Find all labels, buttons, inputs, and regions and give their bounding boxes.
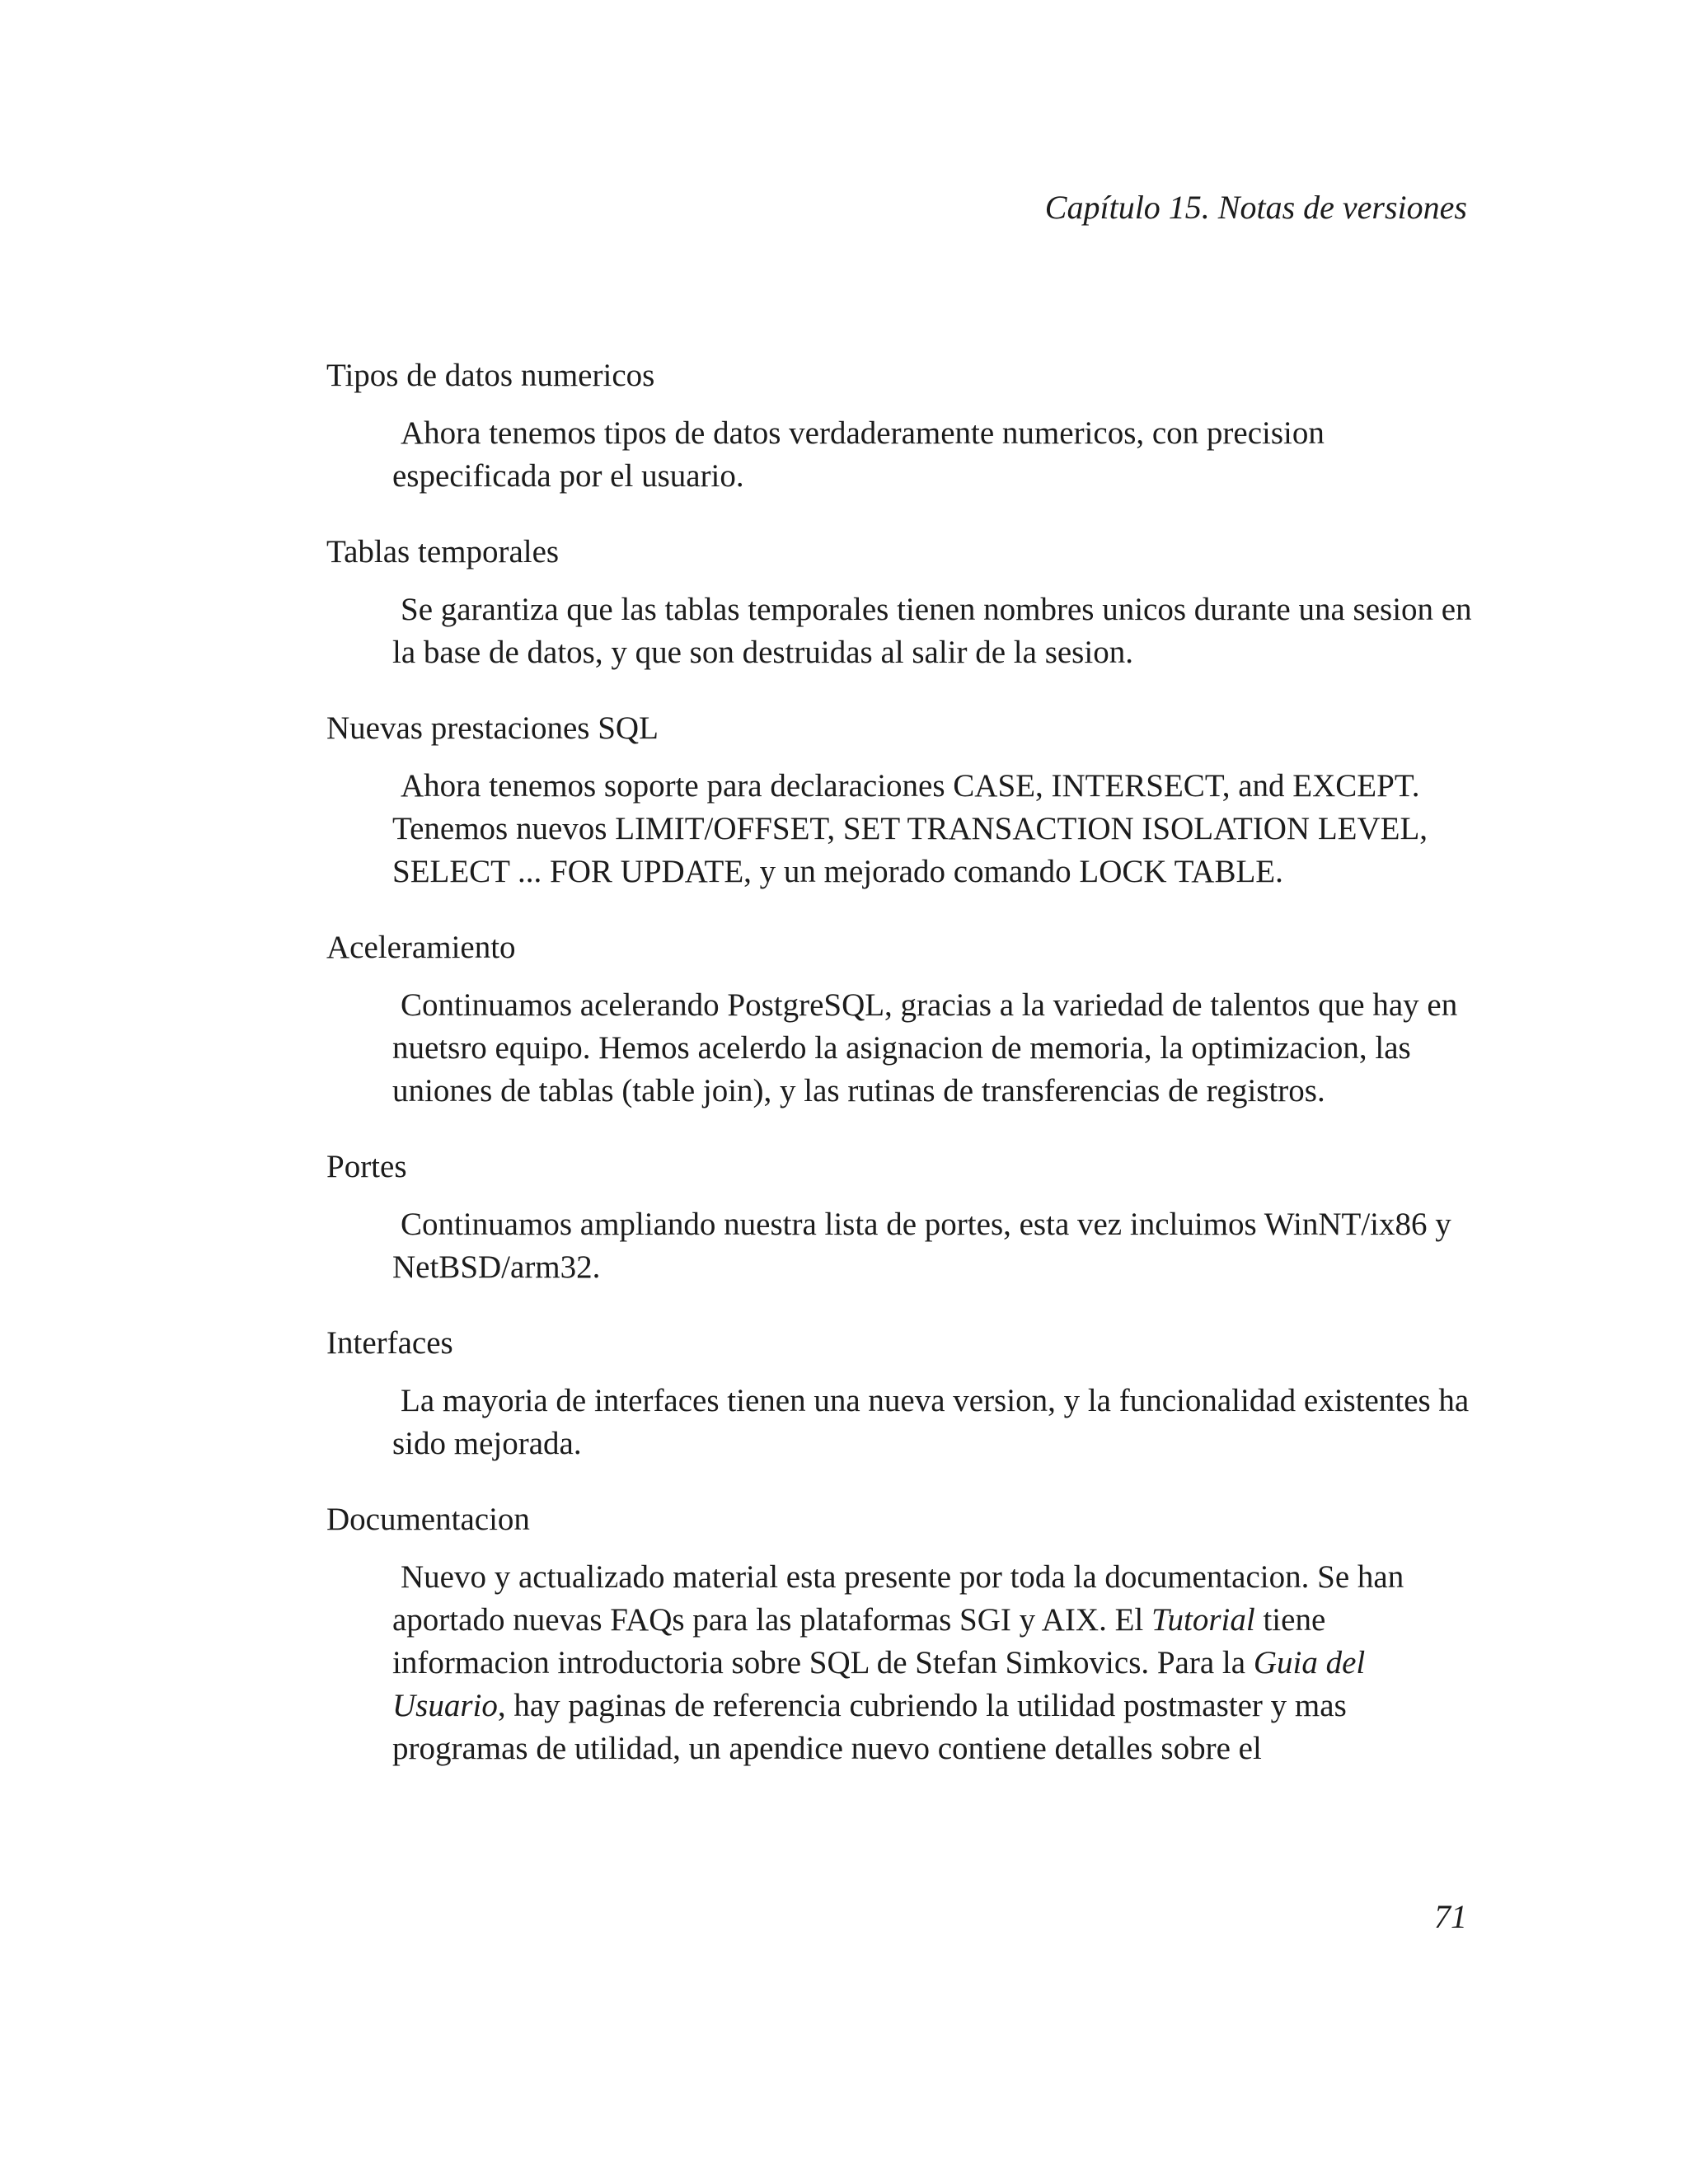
entry-term: Tablas temporales (326, 534, 560, 569)
running-header: Capítulo 15. Notas de versiones (1044, 189, 1467, 226)
entry-nuevas-prestaciones-sql (326, 707, 1480, 893)
entry-documentacion (326, 1498, 1480, 1770)
desc-text: , hay paginas de referencia cubriendo la utilidad postmaster y mas programas de utilidad, un apendice nuevo contiene detalles sobre el (392, 1688, 1347, 1766)
entry-description: La mayoria de interfaces tienen una nueva version, y la funcionalidad existentes ha sido mejorada. (392, 1383, 1470, 1461)
entry-term: Nuevas prestaciones SQL (326, 710, 659, 746)
page-number: 71 (1434, 1898, 1467, 1935)
entry-term: Documentacion (326, 1502, 530, 1537)
book-title-guia-usuario: Guia del Usuario (392, 1645, 1366, 1723)
entry-description: Se garantiza que las tablas temporales tienen nombres unicos durante una sesion en la base de datos, y que son destruidas al salir de la sesion. (392, 592, 1472, 670)
entry-tipos-datos-numericos (326, 354, 1480, 498)
entry-term: Aceleramiento (326, 930, 516, 965)
desc-text: Nuevo y actualizado material esta presente por toda la documentacion. Se han aportado nuevas FAQs para las plataformas SGI y AIX. El (392, 1559, 1404, 1638)
entry-portes (326, 1146, 1480, 1289)
entry-aceleramiento (326, 926, 1480, 1113)
entry-description: Ahora tenemos soporte para declaraciones CASE, INTERSECT, and EXCEPT. Tenemos nuevos LIMIT/OFFSET, SET TRANSACTION ISOLATION LEVEL, SELECT ... FOR UPDATE, y un mejorado comando LOCK TABLE. (392, 768, 1428, 889)
entry-description: Continuamos ampliando nuestra lista de portes, esta vez incluimos WinNT/ix86 y NetBSD/arm32. (392, 1207, 1451, 1285)
desc-text: tiene informacion introductoria sobre SQL de Stefan Simkovics. Para la (392, 1602, 1326, 1680)
entry-description: Ahora tenemos tipos de datos verdaderamente numericos, con precision especificada por el usuario. (392, 415, 1325, 494)
entry-term: Portes (326, 1149, 407, 1184)
book-title-tutorial: Tutorial (1151, 1602, 1255, 1638)
entry-term: Tipos de datos numericos (326, 358, 655, 393)
document-body (326, 354, 1480, 1803)
entry-interfaces (326, 1322, 1480, 1465)
entry-description: Continuamos acelerando PostgreSQL, gracias a la variedad de talentos que hay en nuetsro equipo. Hemos acelerdo la asignacion de memoria, la optimizacion, las uniones de tablas (table join), y las rutinas de transferencias de registros. (392, 987, 1458, 1108)
entry-description (392, 1556, 1480, 1770)
entry-term: Interfaces (326, 1325, 453, 1361)
entry-tablas-temporales (326, 531, 1480, 674)
